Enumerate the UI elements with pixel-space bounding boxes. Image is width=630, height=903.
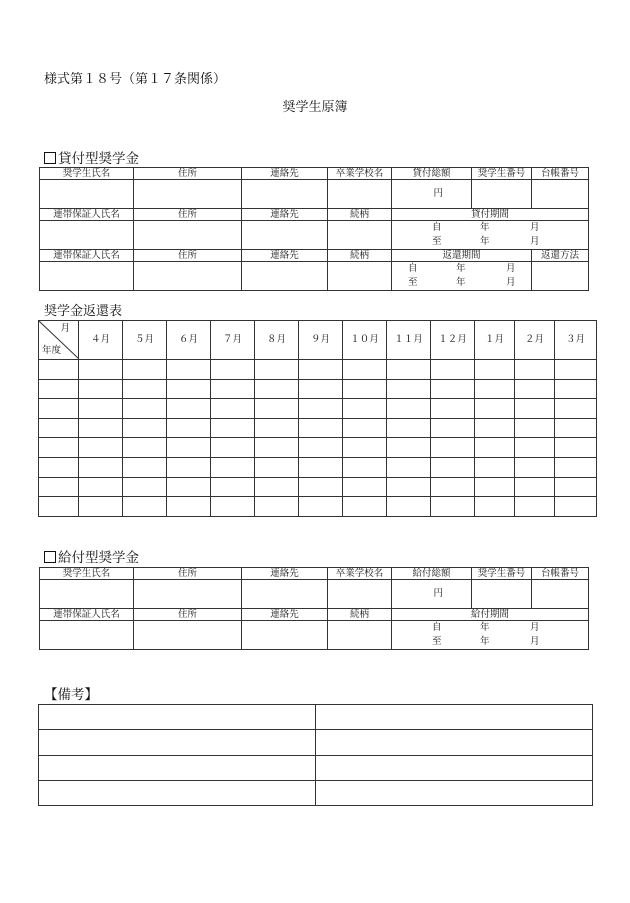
- month-header: ８月: [255, 321, 299, 360]
- repayment-cell[interactable]: [343, 457, 387, 477]
- repayment-cell[interactable]: [431, 497, 475, 517]
- repayment-row: [39, 497, 597, 517]
- school-field[interactable]: [328, 580, 392, 609]
- repayment-cell[interactable]: [211, 497, 255, 517]
- repayment-cell[interactable]: [79, 457, 123, 477]
- repayment-cell[interactable]: [211, 457, 255, 477]
- fiscal-year-cell[interactable]: [39, 399, 79, 419]
- month-header: ９月: [299, 321, 343, 360]
- repayment-cell[interactable]: [431, 457, 475, 477]
- repayment-row: [39, 360, 597, 380]
- header-student-name: 奨学生氏名: [40, 568, 134, 580]
- header-guarantor-address: 住所: [134, 209, 242, 221]
- repayment-cell[interactable]: [555, 477, 597, 497]
- repayment-cell[interactable]: [343, 360, 387, 380]
- repayment-cell[interactable]: [123, 438, 167, 458]
- repayment-cell[interactable]: [475, 477, 515, 497]
- repayment-row: [39, 457, 597, 477]
- header-repayment-period: 返還期間: [392, 250, 532, 262]
- header-guarantor-contact: 連絡先: [242, 209, 328, 221]
- header-relationship: 続柄: [328, 609, 392, 621]
- repayment-cell[interactable]: [167, 379, 211, 399]
- guarantor-name-field[interactable]: [40, 621, 134, 650]
- guarantor-address-field[interactable]: [134, 221, 242, 250]
- loan-period-field[interactable]: 自 年 月 至 年 月: [392, 221, 589, 250]
- repayment-cell[interactable]: [515, 399, 555, 419]
- repayment-cell[interactable]: [515, 477, 555, 497]
- guarantor-address-field-2[interactable]: [134, 262, 242, 291]
- relationship-field[interactable]: [328, 221, 392, 250]
- repayment-cell[interactable]: [431, 379, 475, 399]
- header-relationship: 続柄: [328, 209, 392, 221]
- grant-period-field[interactable]: 自 年 月 至 年 月: [392, 621, 589, 650]
- repayment-cell[interactable]: [123, 399, 167, 419]
- repayment-cell[interactable]: [167, 457, 211, 477]
- student-number-field[interactable]: [472, 180, 532, 209]
- repayment-row: [39, 438, 597, 458]
- grant-table: [39, 567, 589, 650]
- repayment-cell[interactable]: [555, 418, 597, 438]
- guarantor-contact-field-2[interactable]: [242, 262, 328, 291]
- repayment-cell[interactable]: [123, 477, 167, 497]
- repayment-cell[interactable]: [475, 438, 515, 458]
- repayment-cell[interactable]: [167, 360, 211, 380]
- guarantor-name-field-2[interactable]: [40, 262, 134, 291]
- header-contact: 連絡先: [242, 568, 328, 580]
- header-guarantor-address-2: 住所: [134, 250, 242, 262]
- repayment-cell[interactable]: [299, 360, 343, 380]
- repayment-cell[interactable]: [79, 360, 123, 380]
- repayment-table: [38, 320, 597, 517]
- repayment-cell[interactable]: [299, 477, 343, 497]
- remarks-table: [38, 704, 593, 806]
- yen-unit: 円: [433, 588, 443, 600]
- student-name-field[interactable]: [40, 580, 134, 609]
- header-student-number: 奨学生番号: [472, 568, 532, 580]
- guarantor-contact-field[interactable]: [242, 221, 328, 250]
- month-header: １月: [475, 321, 515, 360]
- repayment-cell[interactable]: [515, 438, 555, 458]
- repayment-cell[interactable]: [515, 360, 555, 380]
- loan-total-field[interactable]: [392, 180, 472, 209]
- header-school: 卒業学校名: [328, 168, 392, 180]
- form-number: 様式第１８号（第１７条関係）: [44, 72, 227, 87]
- repayment-cell[interactable]: [387, 399, 431, 419]
- repayment-cell[interactable]: [387, 438, 431, 458]
- corner-cell: [39, 321, 79, 360]
- repayment-cell[interactable]: [387, 379, 431, 399]
- relationship-field[interactable]: [328, 621, 392, 650]
- repayment-cell[interactable]: [475, 497, 515, 517]
- repayment-cell[interactable]: [123, 497, 167, 517]
- remarks-cell[interactable]: [39, 705, 316, 730]
- header-repayment-method: 返還方法: [532, 250, 589, 262]
- repayment-table-title: 奨学金返還表: [44, 304, 123, 319]
- repayment-cell[interactable]: [343, 418, 387, 438]
- repayment-cell[interactable]: [123, 457, 167, 477]
- repayment-cell[interactable]: [123, 418, 167, 438]
- repayment-cell[interactable]: [299, 418, 343, 438]
- checkbox-icon[interactable]: [44, 551, 56, 563]
- repayment-cell[interactable]: [79, 497, 123, 517]
- checkbox-icon[interactable]: [44, 152, 56, 164]
- header-guarantor-contact-2: 連絡先: [242, 250, 328, 262]
- repayment-cell[interactable]: [555, 360, 597, 380]
- ledger-number-field[interactable]: [532, 580, 589, 609]
- corner-year-label: 年度: [42, 344, 62, 356]
- contact-field[interactable]: [242, 180, 328, 209]
- repayment-cell[interactable]: [343, 438, 387, 458]
- ledger-number-field[interactable]: [532, 180, 589, 209]
- repayment-period-field[interactable]: 自 年 月 至 年 月: [392, 262, 532, 291]
- remarks-cell[interactable]: [316, 780, 593, 805]
- loan-table: [39, 167, 589, 291]
- header-loan-total: 貸付総額: [392, 168, 472, 180]
- fiscal-year-cell[interactable]: [39, 438, 79, 458]
- repayment-cell[interactable]: [387, 457, 431, 477]
- repayment-cell[interactable]: [211, 360, 255, 380]
- fiscal-year-cell[interactable]: [39, 477, 79, 497]
- repayment-cell[interactable]: [167, 497, 211, 517]
- fiscal-year-cell[interactable]: [39, 379, 79, 399]
- repayment-cell[interactable]: [211, 438, 255, 458]
- repayment-cell[interactable]: [123, 360, 167, 380]
- repayment-cell[interactable]: [167, 399, 211, 419]
- header-relationship-2: 続柄: [328, 250, 392, 262]
- repayment-cell[interactable]: [79, 399, 123, 419]
- month-header: １２月: [431, 321, 475, 360]
- loan-section-label: 貸付型奨学金: [58, 151, 139, 167]
- repayment-cell[interactable]: [515, 497, 555, 517]
- repayment-row: [39, 418, 597, 438]
- header-guarantor-contact: 連絡先: [242, 609, 328, 621]
- repayment-cell[interactable]: [79, 418, 123, 438]
- month-header: ３月: [555, 321, 597, 360]
- repayment-cell[interactable]: [255, 418, 299, 438]
- header-student-number: 奨学生番号: [472, 168, 532, 180]
- repayment-cell[interactable]: [555, 438, 597, 458]
- month-header: １０月: [343, 321, 387, 360]
- repayment-cell[interactable]: [387, 477, 431, 497]
- repayment-cell[interactable]: [255, 457, 299, 477]
- grant-total-field[interactable]: [392, 580, 472, 609]
- guarantor-name-field[interactable]: [40, 221, 134, 250]
- month-header: ６月: [167, 321, 211, 360]
- repayment-cell[interactable]: [431, 418, 475, 438]
- header-contact: 連絡先: [242, 168, 328, 180]
- header-student-name: 奨学生氏名: [40, 168, 134, 180]
- header-grant-total: 給付総額: [392, 568, 472, 580]
- school-field[interactable]: [328, 180, 392, 209]
- relationship-field-2[interactable]: [328, 262, 392, 291]
- corner-month-label: 月: [60, 323, 70, 334]
- repayment-cell[interactable]: [123, 379, 167, 399]
- repayment-cell[interactable]: [431, 399, 475, 419]
- repayment-row: [39, 379, 597, 399]
- month-header: ５月: [123, 321, 167, 360]
- remarks-cell[interactable]: [316, 730, 593, 755]
- header-guarantor-name-2: 連帯保証人氏名: [40, 250, 134, 262]
- remarks-cell[interactable]: [39, 730, 316, 755]
- repayment-cell[interactable]: [255, 477, 299, 497]
- guarantor-address-field[interactable]: [134, 621, 242, 650]
- address-field[interactable]: [134, 180, 242, 209]
- repayment-cell[interactable]: [255, 360, 299, 380]
- repayment-cell[interactable]: [211, 399, 255, 419]
- grant-section-title: [44, 546, 139, 566]
- repayment-cell[interactable]: [555, 379, 597, 399]
- repayment-cell[interactable]: [475, 418, 515, 438]
- repayment-cell[interactable]: [515, 379, 555, 399]
- header-school: 卒業学校名: [328, 568, 392, 580]
- header-address: 住所: [134, 168, 242, 180]
- student-name-field[interactable]: [40, 180, 134, 209]
- repayment-cell[interactable]: [79, 477, 123, 497]
- repayment-cell[interactable]: [343, 497, 387, 517]
- header-guarantor-address: 住所: [134, 609, 242, 621]
- repayment-cell[interactable]: [515, 457, 555, 477]
- month-header: ４月: [79, 321, 123, 360]
- contact-field[interactable]: [242, 580, 328, 609]
- remarks-cell[interactable]: [39, 755, 316, 780]
- repayment-cell[interactable]: [343, 379, 387, 399]
- repayment-cell[interactable]: [299, 399, 343, 419]
- repayment-method-field[interactable]: [532, 262, 589, 291]
- header-ledger-number: 台帳番号: [532, 168, 589, 180]
- repayment-cell[interactable]: [255, 497, 299, 517]
- header-guarantor-name: 連帯保証人氏名: [40, 209, 134, 221]
- repayment-cell[interactable]: [475, 399, 515, 419]
- repayment-cell[interactable]: [255, 399, 299, 419]
- repayment-cell[interactable]: [211, 477, 255, 497]
- repayment-cell[interactable]: [387, 497, 431, 517]
- repayment-cell[interactable]: [555, 457, 597, 477]
- fiscal-year-cell[interactable]: [39, 418, 79, 438]
- header-address: 住所: [134, 568, 242, 580]
- header-loan-period: 貸付期間: [392, 209, 589, 221]
- repayment-cell[interactable]: [167, 418, 211, 438]
- remarks-cell[interactable]: [39, 780, 316, 805]
- month-header: ２月: [515, 321, 555, 360]
- repayment-cell[interactable]: [431, 438, 475, 458]
- document-title: 奨学生原簿: [282, 100, 348, 115]
- repayment-cell[interactable]: [343, 399, 387, 419]
- repayment-cell[interactable]: [475, 379, 515, 399]
- repayment-cell[interactable]: [515, 418, 555, 438]
- month-header: ７月: [211, 321, 255, 360]
- repayment-cell[interactable]: [167, 438, 211, 458]
- repayment-cell[interactable]: [211, 379, 255, 399]
- repayment-cell[interactable]: [555, 497, 597, 517]
- fiscal-year-cell[interactable]: [39, 360, 79, 380]
- guarantor-contact-field[interactable]: [242, 621, 328, 650]
- repayment-row: [39, 477, 597, 497]
- repayment-cell[interactable]: [211, 418, 255, 438]
- repayment-cell[interactable]: [431, 477, 475, 497]
- fiscal-year-cell[interactable]: [39, 457, 79, 477]
- repayment-cell[interactable]: [387, 360, 431, 380]
- student-number-field[interactable]: [472, 580, 532, 609]
- loan-section-title: [44, 147, 139, 167]
- repayment-cell[interactable]: [255, 438, 299, 458]
- address-field[interactable]: [134, 580, 242, 609]
- fiscal-year-cell[interactable]: [39, 497, 79, 517]
- repayment-cell[interactable]: [79, 379, 123, 399]
- repayment-cell[interactable]: [299, 379, 343, 399]
- repayment-cell[interactable]: [555, 399, 597, 419]
- remarks-cell[interactable]: [316, 705, 593, 730]
- repayment-row: [39, 399, 597, 419]
- repayment-rows: [39, 360, 597, 517]
- month-header: １１月: [387, 321, 431, 360]
- repayment-cell[interactable]: [431, 360, 475, 380]
- grant-section-label: 給付型奨学金: [58, 550, 139, 566]
- header-guarantor-name: 連帯保証人氏名: [40, 609, 134, 621]
- repayment-cell[interactable]: [299, 438, 343, 458]
- header-grant-period: 給付期間: [392, 609, 589, 621]
- repayment-cell[interactable]: [343, 477, 387, 497]
- repayment-cell[interactable]: [79, 438, 123, 458]
- repayment-cell[interactable]: [387, 418, 431, 438]
- repayment-cell[interactable]: [475, 360, 515, 380]
- remarks-title: 【備考】: [44, 687, 98, 703]
- repayment-cell[interactable]: [255, 379, 299, 399]
- repayment-cell[interactable]: [299, 497, 343, 517]
- repayment-cell[interactable]: [299, 457, 343, 477]
- remarks-cell[interactable]: [316, 755, 593, 780]
- header-ledger-number: 台帳番号: [532, 568, 589, 580]
- repayment-cell[interactable]: [475, 457, 515, 477]
- yen-unit: 円: [433, 188, 443, 200]
- repayment-cell[interactable]: [167, 477, 211, 497]
